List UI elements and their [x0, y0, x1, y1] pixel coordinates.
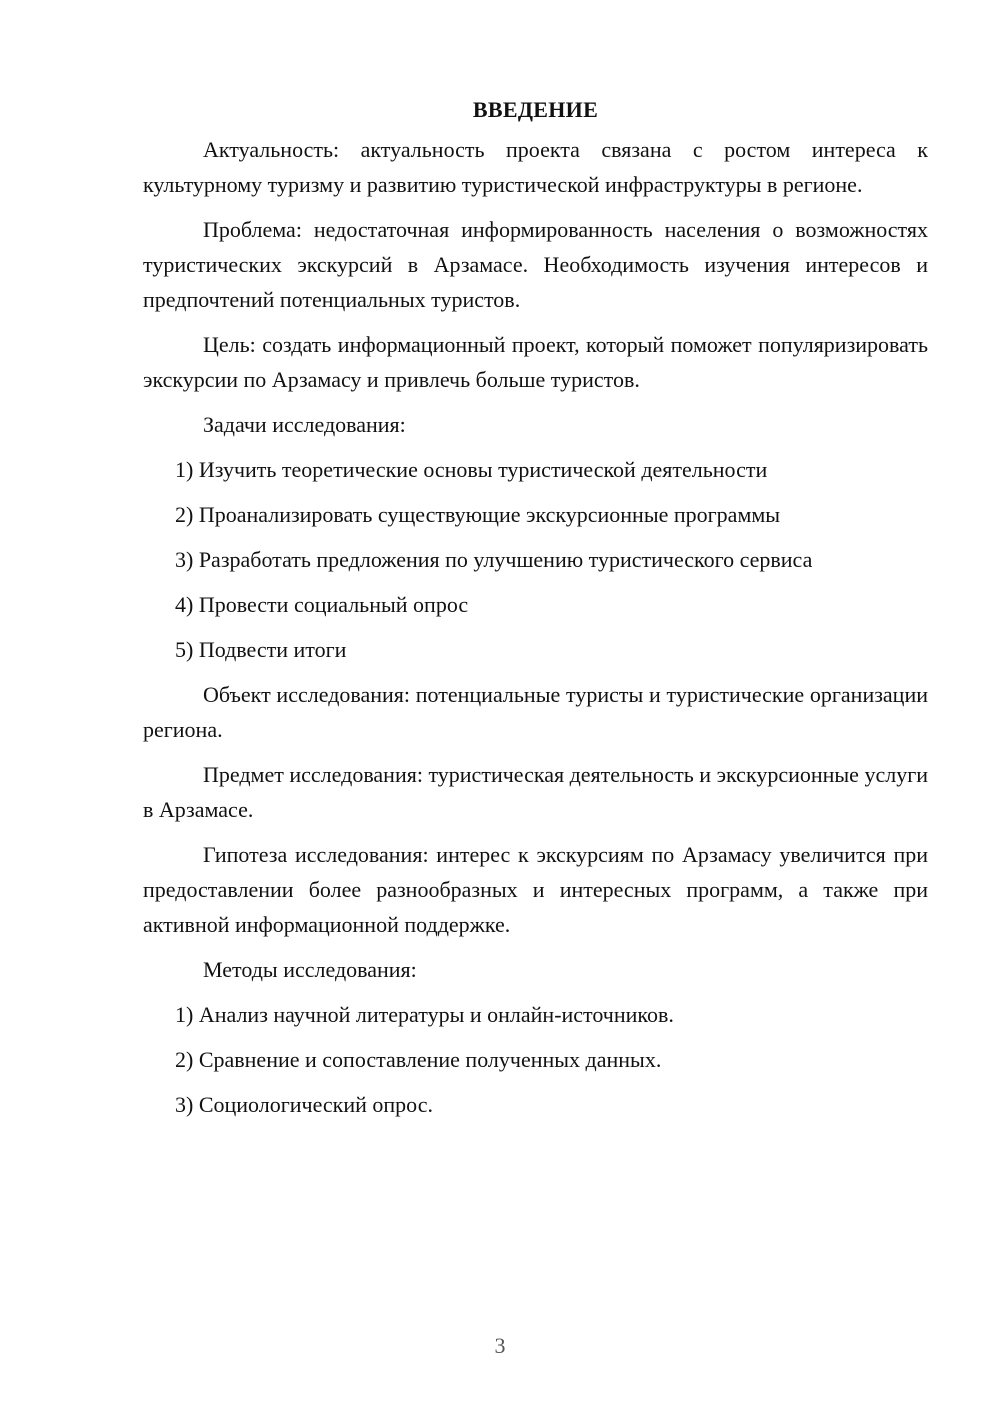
list-item: 1) Анализ научной литературы и онлайн-источников. [175, 1002, 674, 1027]
list-item: 3) Разработать предложения по улучшению туристического сервиса [175, 547, 813, 572]
list-item: 4) Провести социальный опрос [175, 592, 469, 617]
list-item: 2) Проанализировать существующие экскурсионные программы [175, 502, 781, 527]
section-title: ВВЕДЕНИЕ [472, 97, 599, 122]
hypothesis-paragraph: Гипотеза исследования: интерес к экскурсиям по Арзамасу увеличится при предоставлении более разнообразных и интересных программ, а также при активной информационной поддержке. [143, 842, 928, 937]
list-item: 1) Изучить теоретические основы туристической деятельности [175, 457, 768, 482]
list-item: 3) Социологический опрос. [175, 1092, 433, 1117]
object-paragraph: Объект исследования: потенциальные туристы и туристические организации региона. [143, 682, 928, 742]
subject-paragraph: Предмет исследования: туристическая деятельность и экскурсионные услуги в Арзамасе. [143, 762, 928, 822]
goal-paragraph: Цель: создать информационный проект, который поможет популяризировать экскурсии по Арзамасу и привлечь больше туристов. [143, 332, 928, 392]
document-page [143, 92, 928, 1132]
methods-list [143, 997, 928, 1122]
page-number: 3 [494, 1333, 506, 1358]
relevance-paragraph: Актуальность: актуальность проекта связана с ростом интереса к культурному туризму и развитию туристической инфраструктуры в регионе. [143, 137, 928, 197]
tasks-list [143, 452, 928, 667]
tasks-heading: Задачи исследования: [203, 412, 406, 437]
problem-paragraph: Проблема: недостаточная информированность населения о возможностях туристических экскурсий в Арзамасе. Необходимость изучения интересов и предпочтений потенциальных туристов. [143, 217, 928, 312]
list-item: 5) Подвести итоги [175, 637, 347, 662]
methods-heading: Методы исследования: [203, 957, 417, 982]
list-item: 2) Сравнение и сопоставление полученных данных. [175, 1047, 662, 1072]
